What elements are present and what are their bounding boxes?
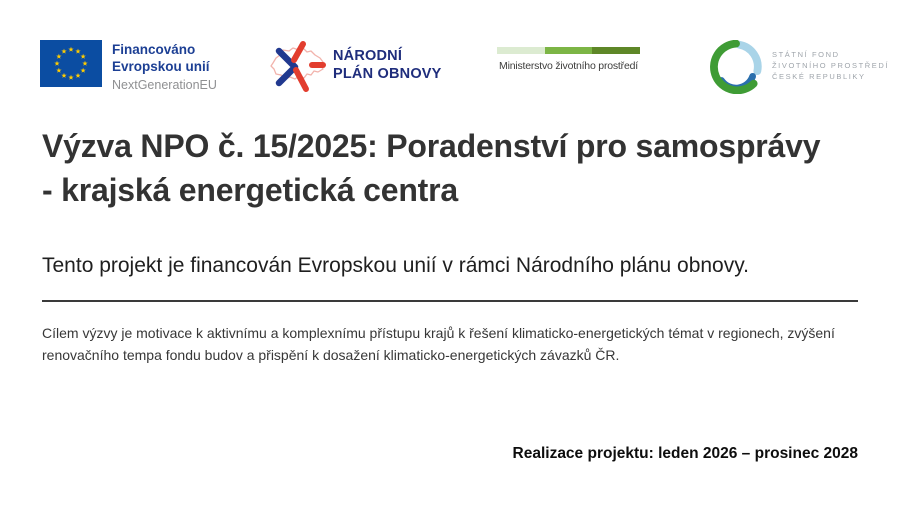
sfzp-logo-line2: ŽIVOTNÍHO PROSTŘEDÍ [772, 61, 890, 70]
eu-flag-icon [40, 40, 102, 87]
page-title: Výzva NPO č. 15/2025: Poradenství pro samosprávy - krajská energetická centra [42, 128, 821, 209]
npo-logo-line1: NÁRODNÍ [333, 48, 403, 64]
realization-period: Realizace projektu: leden 2026 – prosinec 2028 [512, 445, 858, 462]
eu-funding-line2: Evropskou unií [112, 59, 210, 74]
mzp-logo [497, 47, 640, 72]
mzp-logo-label: Ministerstvo životního prostředí [499, 59, 638, 72]
npo-logo [266, 38, 442, 96]
eu-funding-line1: Financováno [112, 42, 196, 57]
horizontal-divider [42, 300, 858, 302]
sfzp-logo [708, 40, 889, 94]
sfzp-logo-line1: STÁTNÍ FOND [772, 50, 840, 59]
mzp-bar-dark [592, 47, 640, 54]
eu-funding-logo [40, 40, 217, 93]
sfzp-logo-line3: ČESKÉ REPUBLIKY [772, 72, 866, 81]
call-description: Cílem výzvy je motivace k aktivnímu a komplexnímu přístupu krajů k řešení klimaticko-energetických témat v regionech, zvýšení renovačního tempa fondu budov a přispění k dosažení klimaticko-energetických závazků ČR. [42, 325, 835, 363]
eu-nextgeneration-label: NextGenerationEU [112, 78, 217, 92]
mzp-bar-light [497, 47, 545, 54]
sfzp-swirl-icon [708, 40, 762, 94]
mzp-gradient-bar-icon [497, 47, 640, 54]
npo-logo-line2: PLÁN OBNOVY [333, 66, 442, 82]
npo-logo-text [333, 38, 442, 83]
mzp-bar-mid [545, 47, 593, 54]
sfzp-logo-text [772, 40, 889, 82]
npo-symbol-icon [266, 38, 328, 96]
eu-funding-text [112, 40, 217, 93]
funding-statement: Tento projekt je financován Evropskou unií v rámci Národního plánu obnovy. [42, 254, 750, 277]
